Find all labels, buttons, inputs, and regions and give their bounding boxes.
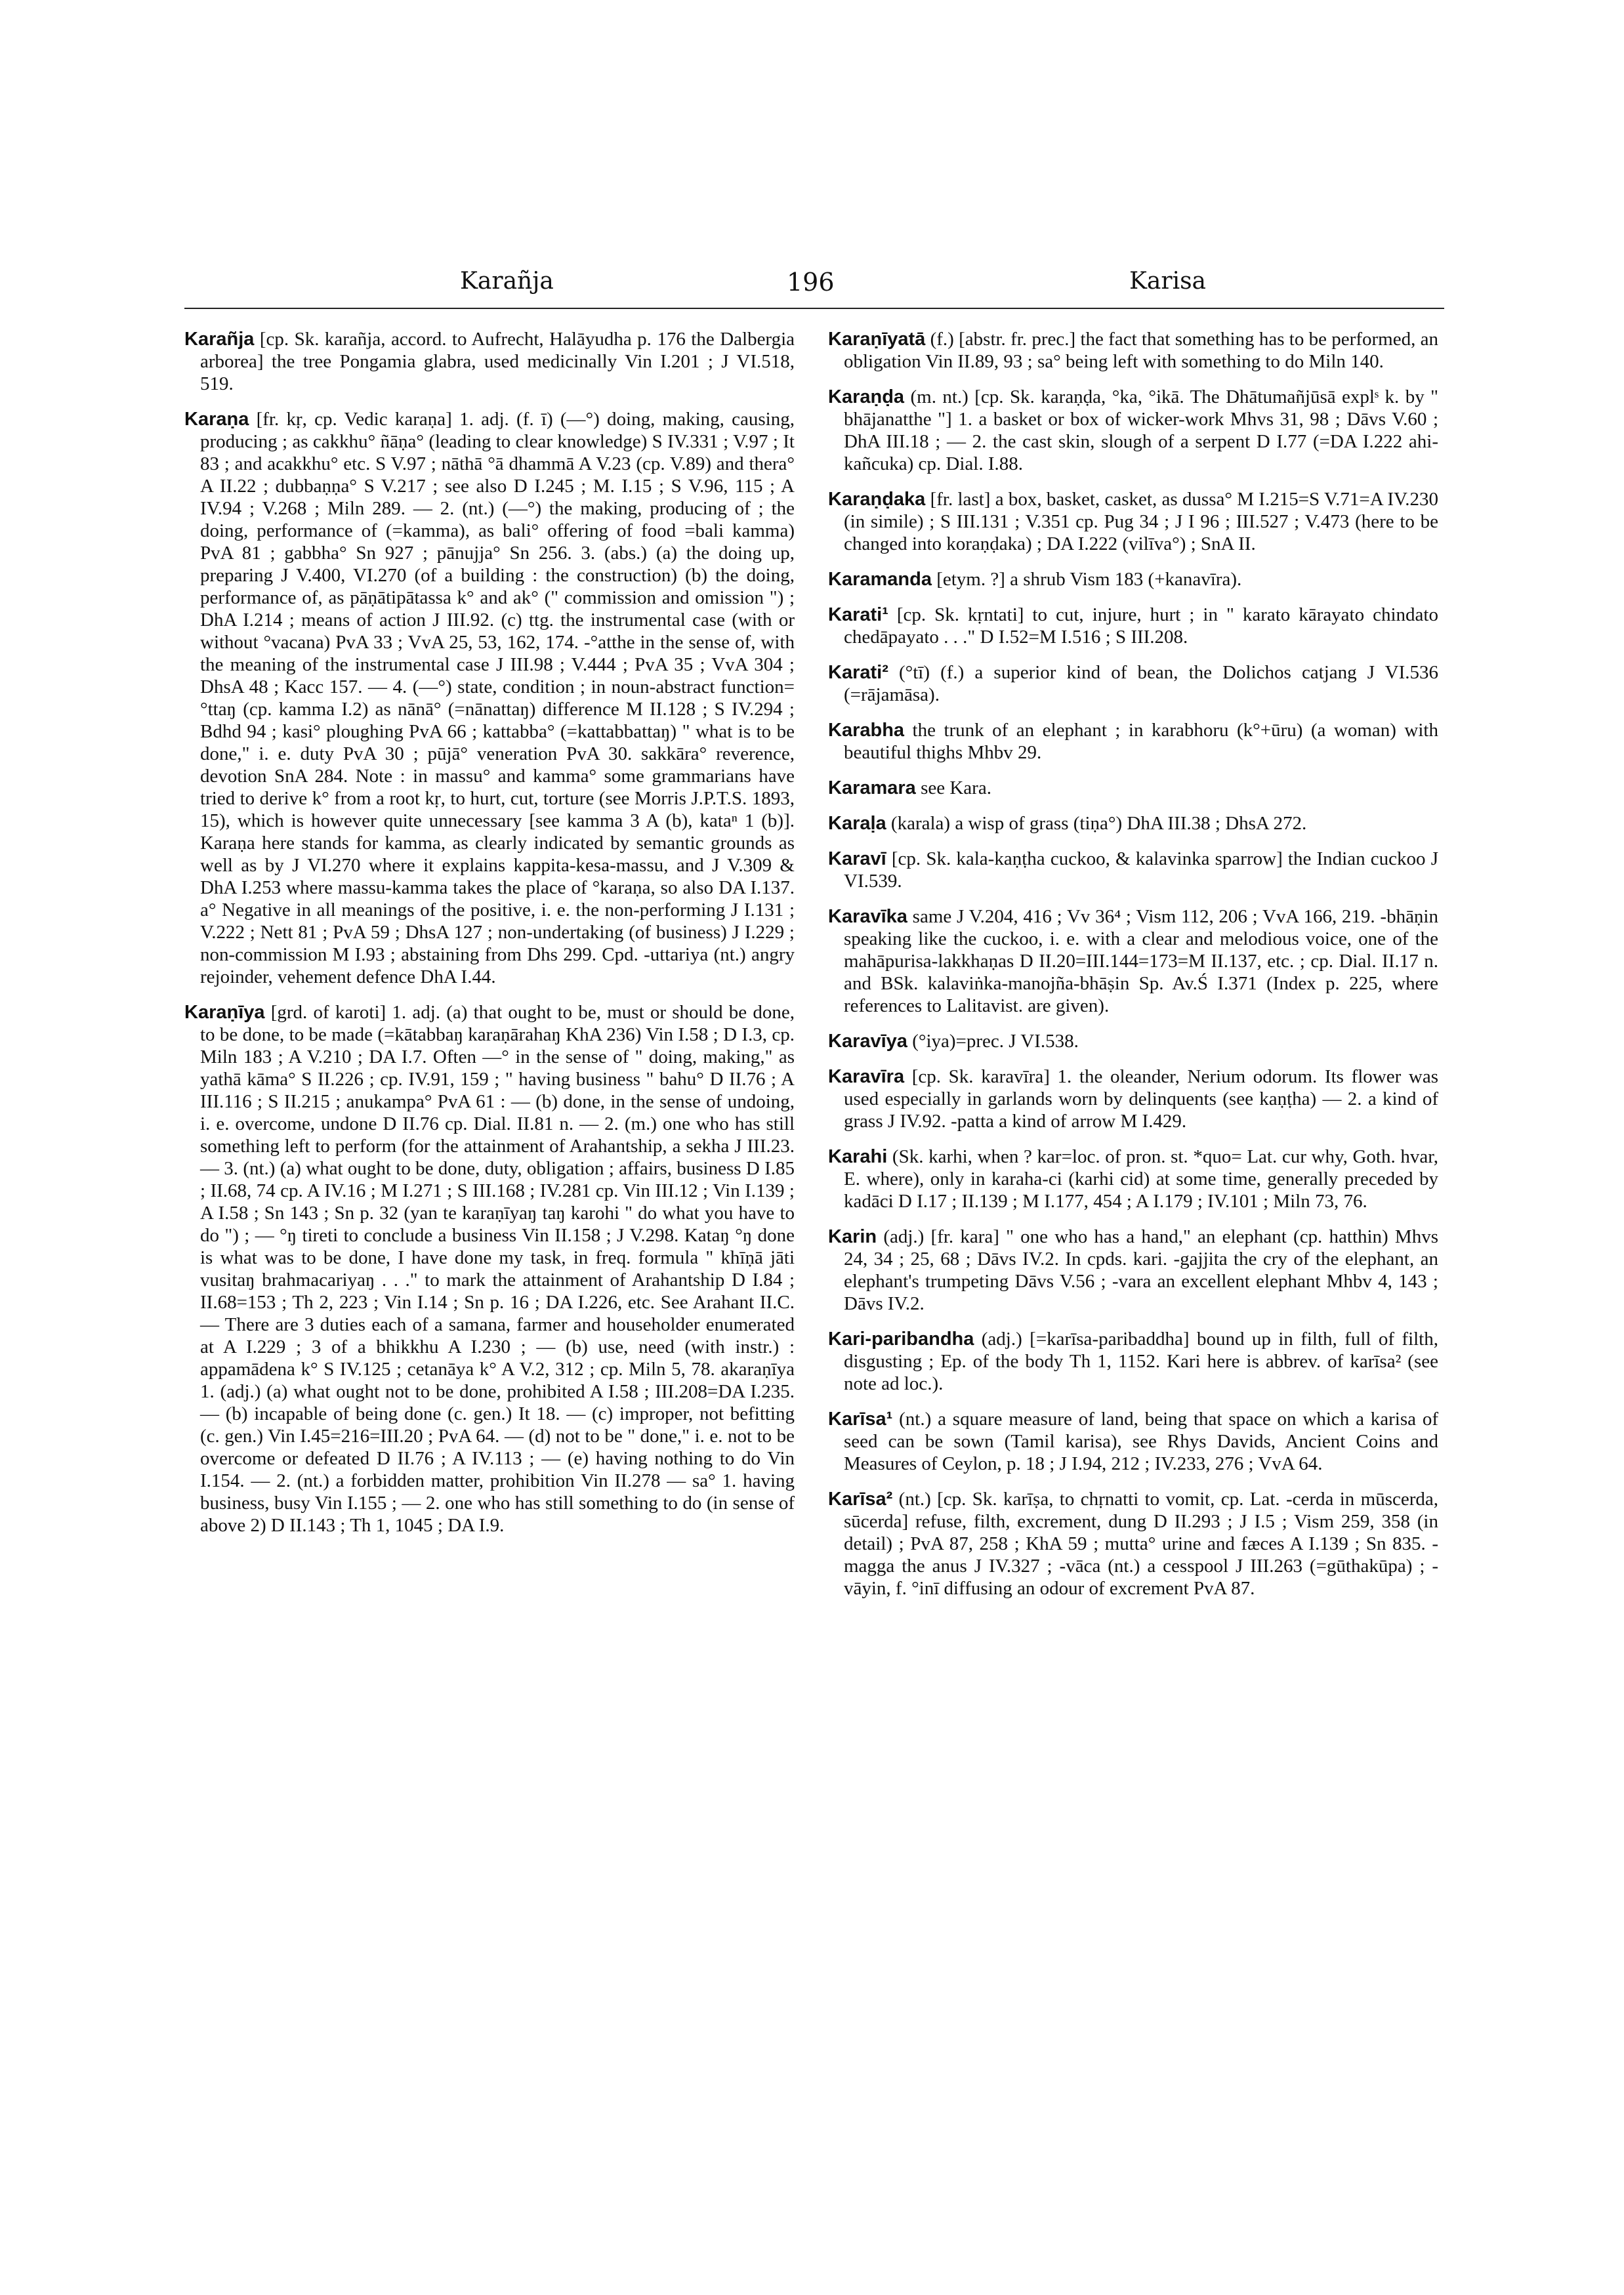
entry-text: [fr. kṛ, cp. Vedic karaṇa] 1. adj. (f. ī) (—°) doing, making, causing, producing ; as cakkhu° ñāṇa° (leading to clear knowledge) S IV.331 ; V.97 ; It 83 ; and acakkhu° etc. S V.97 ; nāthā °ā dhammā A V.23 (cp. V.89) and thera° A II.22 ; dubbaṇṇa° S V.217 ; see also D I.245 ; M. I.15 ; S V.96, 115 ; A IV.94 ; V.268 ; Miln 289. — 2. (nt.) (—°) the making, producing of ; the doing, performance of (=kamma), as bali° offering of food =bali kamma) PvA 81 ; gabbha° Sn 927 ; pānujja° Sn 256. 3. (abs.) (a) the doing up, preparing J V.400, VI.270 (of a building : the construction) (b) the doing, performance of, as pāṇātipātassa k° and ak° (" commission and omission ") ; DhA I.214 ; means of action J III.92. (c) ttg. the instrumental case (with or without °vacana) PvA 33 ; VvA 25, 53, 162, 174. -°atthe in the sense of, with the meaning of the instrumental case J III.98 ; V.444 ; PvA 35 ; VvA 304 ; DhsA 48 ; Kacc 157. — 4. (—°) state, condition ; in noun-abstract function= °ttaŋ (cp. kamma I.2) as nānā° (=nānattaŋ) difference M II.128 ; S IV.294 ; Bdhd 94 ; kasi° ploughing PvA 66 ; kattabba° (=kattabbattaŋ) " what is to be done," i. e. duty PvA 30 ; pūjā° veneration PvA 30. sakkāra° reverence, devotion SnA 284. Note : in massu° and kamma° some grammarians have tried to derive k° from a root kṛ, to hurt, cut, torture (see Morris J.P.T.S. 1893, 15), which is however quite unnecessary [see kamma 3 A (b), kataⁿ 1 (b)]. Karaṇa here stands for kamma, as clearly indicated by semantic grounds as well as by J VI.270 where it explains kappita-kesa-massu, and J V.309 & DhA I.253 where massu-kamma takes the place of °karaṇa, so also DA I.137. a° Negative in all meanings of the positive, i. e. the non-performing J I.131 ; V.222 ; Nett 81 ; PvA 59 ; DhsA 127 ; non-undertaking (of business) J I.229 ; non-commission M I.93 ; abstaining from Dhs 299. Cpd. -uttariya (nt.) angry rejoinder, vehement defence DhA I.44. [200, 409, 795, 987]
entry-headword: Karavīka [828, 906, 907, 927]
entry-text: (f.) [abstr. fr. prec.] the fact that something has to be performed, an obligation Vin II.89, 93 ; sa° being left with something to do Miln 140. [844, 329, 1438, 372]
entry-text: [grd. of karoti] 1. adj. (a) that ought to be, must or should be done, to be done, to be made (=kātabbaŋ karaṇārahaŋ KhA 236) Vin I.58 ; D I.3, cp. Miln 183 ; A V.210 ; DA I.7. Often —° in the sense of " doing, making," as yathā kāma° S II.226 ; cp. IV.91, 159 ; " having business " bahu° D II.76 ; A III.116 ; S II.215 ; anukampa° PvA 61 : — (b) done, in the sense of undoing, i. e. overcome, undone D II.76 cp. Dial. II.81 n. — 2. (m.) one who has still something left to perform (for the attainment of Arahantship, a sekha J III.23. — 3. (nt.) (a) what ought to be done, duty, obligation ; affairs, business D I.85 ; II.68, 74 cp. A IV.16 ; M I.271 ; S III.168 ; IV.281 cp. Vin III.12 ; Vin I.139 ; A I.58 ; Sn 143 ; Sn p. 32 (yan te karaṇīyaŋ taŋ karohi " do what you have to do ") ; — °ŋ tireti to conclude a business Vin II.158 ; J V.298. Kataŋ °ŋ done is what was to be done, I have done my task, in freq. formula " khīṇā jāti vusitaŋ brahmacariyaŋ . . ." to mark the attainment of Arahantship D I.84 ; II.68=153 ; Th 2, 223 ; Vin I.14 ; Sn p. 16 ; DA I.226, etc. See Arahant II.C. — There are 3 duties each of a samana, farmer and householder enumerated at A I.229 ; 3 of a bhikkhu A I.230 ; — (b) use, need (with instr.) : appamādena k° S IV.125 ; cetanāya k° A V.2, 312 ; cp. Miln 5, 78. akaraṇīya 1. (adj.) (a) what ought not to be done, prohibited A I.58 ; III.208=DA I.235. — (b) incapable of being done (c. gen.) It 18. — (c) improper, not befitting (c. gen.) Vin I.45=216=III.20 ; PvA 64. — (d) not to be " done," i. e. not to be overcome or defeated D II.76 ; A IV.113 ; — (e) having nothing to do Vin I.154. — 2. (nt.) a forbidden matter, prohibition Vin II.278 — sa° 1. having business, busy Vin I.155 ; — 2. one who has still something to do (in sense of above 2) D II.143 ; Th 1, 1045 ; DA I.9. [200, 1002, 795, 1536]
dictionary-entry [828, 328, 1438, 373]
entry-headword: Karaṇḍaka [828, 489, 926, 510]
entry-headword: Karaṇīyatā [828, 329, 926, 350]
dictionary-entry [184, 1001, 795, 1537]
entry-headword: Karīsa¹ [828, 1409, 893, 1430]
entry-text: the trunk of an elephant ; in karabhoru (k°+ūru) (a woman) with beautiful thighs Mhbv 29. [844, 720, 1438, 763]
entry-text: [fr. last] a box, basket, casket, as dussa° M I.215=S V.71=A IV.230 (in simile) ; S III.131 ; V.351 cp. Pug 34 ; J I 96 ; III.527 ; V.473 (here to be changed into koraṇḍaka) ; DA I.222 (vilīva°) ; SnA II. [844, 489, 1438, 554]
entry-headword: Karati¹ [828, 604, 888, 625]
header-left-guideword: Karañja [460, 268, 554, 295]
header-rule [184, 308, 1444, 309]
entry-headword: Karaṇa [184, 409, 249, 430]
running-header [184, 268, 1444, 304]
header-right-guideword: Karisa [1129, 268, 1207, 295]
dictionary-entry [184, 328, 795, 395]
entry-text: see Kara. [915, 777, 991, 798]
dictionary-entry [828, 1226, 1438, 1315]
dictionary-entry [828, 386, 1438, 475]
entry-text: (°iya)=prec. J VI.538. [907, 1031, 1079, 1052]
entry-headword: Karaḷa [828, 813, 886, 834]
dictionary-entry [828, 604, 1438, 648]
entry-headword: Karañja [184, 329, 255, 350]
entry-text: (°tī) (f.) a superior kind of bean, the Dolichos catjang J VI.536 (=rājamāsa). [844, 662, 1438, 705]
entry-headword: Karavīya [828, 1031, 907, 1052]
left-column [184, 328, 795, 1550]
entry-headword: Kari-paribandha [828, 1329, 974, 1350]
dictionary-entry [828, 812, 1438, 835]
dictionary-entry [828, 848, 1438, 892]
dictionary-entry [828, 905, 1438, 1017]
dictionary-entry [828, 1408, 1438, 1475]
entry-headword: Karati² [828, 662, 888, 683]
entry-text: [cp. Sk. karavīra] 1. the oleander, Nerium odorum. Its flower was used especially in garlands worn by delinquents (see kaṇṭha) — 2. a kind of grass J IV.92. -patta a kind of arrow M I.429. [844, 1066, 1438, 1132]
entry-text: (karala) a wisp of grass (tiṇa°) DhA III.38 ; DhsA 272. [886, 813, 1307, 834]
entry-headword: Karavīra [828, 1066, 905, 1087]
dictionary-entry [828, 777, 1438, 799]
entry-text: (adj.) [=karīsa-paribaddha] bound up in filth, full of filth, disgusting ; Ep. of the body Th 1, 1152. Kari here is abbrev. of karīsa² (see note ad loc.). [844, 1329, 1438, 1394]
right-column [828, 328, 1438, 1613]
dictionary-entry [184, 408, 795, 988]
entry-headword: Karaṇīya [184, 1002, 265, 1023]
entry-text: [cp. Sk. kala-kaṇṭha cuckoo, & kalavinka sparrow] the Indian cuckoo J VI.539. [844, 848, 1438, 892]
entry-text: (Sk. karhi, when ? kar=loc. of pron. st. *quo= Lat. cur why, Goth. hvar, E. where), only in karaha-ci (karhi cid) at some time, generally preceded by kadāci D I.17 ; II.139 ; M I.177, 454 ; A I.179 ; IV.101 ; Miln 73, 76. [844, 1146, 1438, 1212]
entry-headword: Karamanda [828, 569, 932, 590]
entry-text: [etym. ?] a shrub Vism 183 (+kanavīra). [931, 569, 1242, 590]
entry-headword: Karamara [828, 777, 916, 798]
entry-headword: Karaṇḍa [828, 386, 905, 407]
dictionary-entry [828, 661, 1438, 706]
dictionary-entry [828, 1030, 1438, 1052]
entry-headword: Karabha [828, 720, 905, 741]
dictionary-entry [828, 1328, 1438, 1395]
page-number: 196 [787, 268, 835, 297]
dictionary-entry [828, 568, 1438, 590]
entry-headword: Karin [828, 1226, 877, 1247]
entry-headword: Karīsa² [828, 1489, 893, 1510]
entry-text: (nt.) a square measure of land, being that space on which a karisa of seed can be sown (Tamil karisa), see Rhys Davids, Ancient Coins and Measures of Ceylon, p. 18 ; J I.94, 212 ; IV.233, 276 ; VvA 64. [844, 1409, 1438, 1474]
entry-text: [cp. Sk. kṛntati] to cut, injure, hurt ; in " karato kārayato chindato chedāpayato . . ." D I.52=M I.516 ; S III.208. [844, 604, 1438, 648]
entry-headword: Karahi [828, 1146, 888, 1167]
entry-headword: Karavī [828, 848, 886, 869]
entry-text: (m. nt.) [cp. Sk. karaṇḍa, °ka, °ikā. The Dhātumañjūsā explˢ k. by " bhājanatthe "] 1. a basket or box of wicker-work Mhvs 31, 98 ; Dāvs V.60 ; DhA III.18 ; — 2. the cast skin, slough of a serpent D I.77 (=DA I.222 ahi-kañcuka) cp. Dial. I.88. [844, 386, 1438, 474]
entry-text: (nt.) [cp. Sk. karīṣa, to chṛnatti to vomit, cp. Lat. -cerda in mūscerda, sūcerda] refuse, filth, excrement, dung D II.293 ; J I.5 ; Vism 259, 358 (in detail) ; PvA 87, 258 ; KhA 59 ; mutta° urine and fæces A I.139 ; Sn 835. -magga the anus J IV.327 ; -vāca (nt.) a cesspool J III.263 (=gūthakūpa) ; -vāyin, f. °inī diffusing an odour of excrement PvA 87. [844, 1489, 1438, 1599]
dictionary-entry [828, 719, 1438, 764]
dictionary-entry [828, 1488, 1438, 1600]
entry-text: same J V.204, 416 ; Vv 36⁴ ; Vism 112, 206 ; VvA 166, 219. -bhāṇin speaking like the cuckoo, i. e. with a clear and melodious voice, one of the mahāpurisa-lakkhaṇas D II.20=III.144=173=M II.137, etc. ; cp. Dial. II.17 n. and BSk. kalaviṅka-manojña-bhāṣin Sp. Av.Ś I.371 (Index p. 225, where references to Lalitavist. are given). [844, 906, 1438, 1016]
dictionary-entry [828, 1146, 1438, 1212]
entry-text: (adj.) [fr. kara] " one who has a hand," an elephant (cp. hatthin) Mhvs 24, 34 ; 25, 68 ; Dāvs IV.2. In cpds. kari. -gajjita the cry of the elephant, an elephant's trumpeting Dāvs V.56 ; -vara an excellent elephant Mhbv 4, 143 ; Dāvs IV.2. [844, 1226, 1438, 1314]
dictionary-entry [828, 488, 1438, 555]
entry-text: [cp. Sk. karañja, accord. to Aufrecht, Halāyudha p. 176 the Dalbergia arborea] the tree Pongamia glabra, used medicinally Vin I.201 ; J VI.518, 519. [200, 329, 795, 394]
dictionary-entry [828, 1065, 1438, 1132]
